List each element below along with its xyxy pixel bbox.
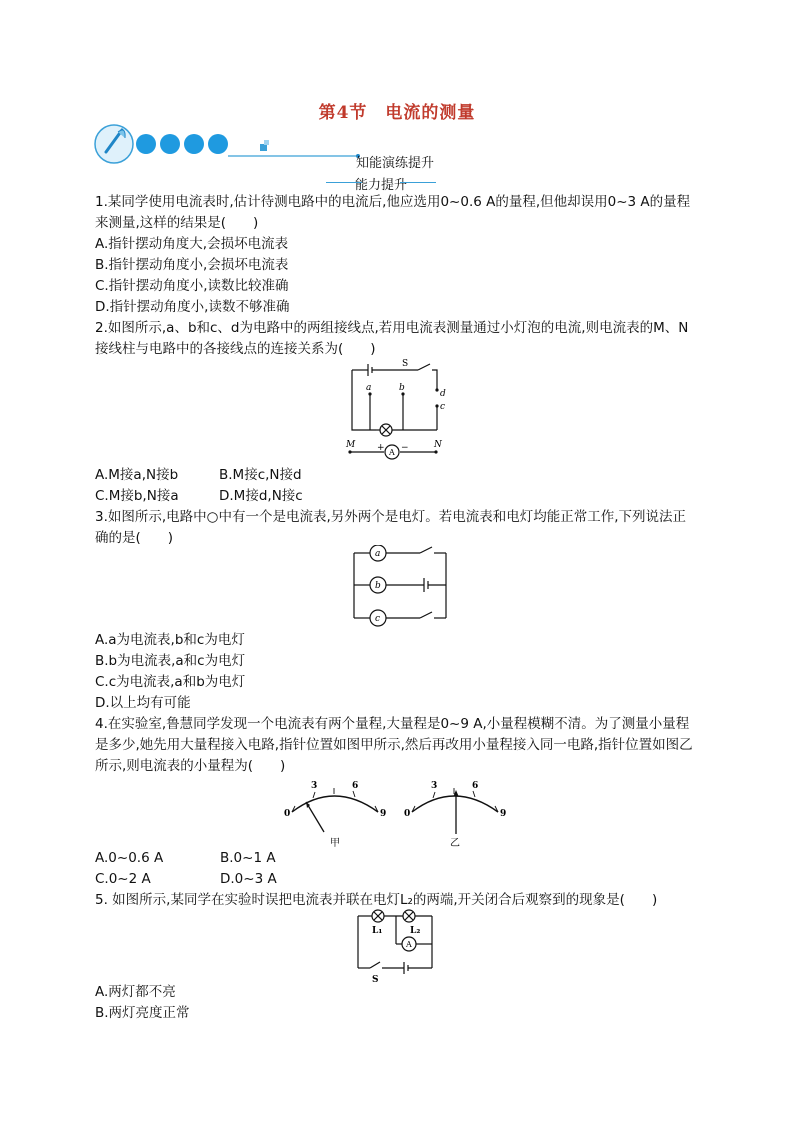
dial-jia-tick-3: 3 — [311, 781, 318, 791]
point-label-c: c — [440, 402, 446, 412]
question-4-ammeter-dial-yi — [400, 776, 512, 848]
ammeter-label: A — [406, 940, 412, 949]
terminal-label-m: M — [346, 440, 356, 450]
question-5-option-b: B.两灯亮度正常 — [95, 1005, 190, 1021]
question-3-option-a: A.a为电流表,b和c为电灯 — [95, 632, 245, 648]
point-label-d: d — [440, 389, 446, 399]
question-2: 2.如图所示,a、b和c、d为电路中的两组接线点,若用电流表测量通过小灯泡的电流,则电流表的M、N接线柱与电路中的各接线点的连接关系为( ) — [95, 320, 689, 357]
ammeter-plus-label: + — [377, 443, 385, 453]
question-2-option-c: C.M接b,N接a — [95, 488, 179, 504]
question-4: 4.在实验室,鲁慧同学发现一个电流表有两个量程,大量程是0~9 A,小量程模糊不清。为了测量小量程是多少,她先用大量程接入电路,指针位置如图甲所示,然后再改用小量程接入同一电路,指针位置如图乙所示,则电流表的小量程为( ) — [95, 716, 693, 774]
dial-jia-tick-0: 0 — [284, 809, 291, 819]
dial-yi-tick-6: 6 — [472, 781, 479, 791]
question-2-option-d: D.M接d,N接c — [219, 488, 303, 504]
question-3: 3.如图所示,电路中○中有一个是电流表,另外两个是电灯。若电流表和电灯均能正常工作,下列说法正确的是( ) — [95, 509, 687, 546]
question-3-option-d: D.以上均有可能 — [95, 695, 191, 711]
section-heading: 知能演练提升 — [356, 156, 435, 171]
page-title: 第4节 电流的测量 — [318, 103, 476, 123]
question-4-option-d: D.0~3 A — [220, 871, 277, 887]
question-5-circuit-diagram — [352, 906, 438, 986]
question-1: 1.某同学使用电流表时,估计待测电路中的电流后,他应选用0~0.6 A的量程,但他却误用0~3 A的量程来测量,这样的结果是( ) — [95, 194, 691, 231]
circle-label-c: c — [375, 614, 381, 624]
circle-label-b: b — [375, 581, 381, 591]
question-4-option-a: A.0~0.6 A — [95, 850, 164, 866]
section-subheading — [334, 174, 428, 193]
switch-label-s: S — [402, 359, 409, 369]
dial-yi-tick-3: 3 — [431, 781, 438, 791]
dial-yi-caption: 乙 — [450, 838, 460, 848]
question-4-option-b: B.0~1 A — [220, 850, 276, 866]
question-2-option-a: A.M接a,N接b — [95, 467, 179, 483]
lamp-label-l1: L₁ — [372, 926, 383, 936]
question-3-option-c: C.c为电流表,a和b为电灯 — [95, 674, 246, 690]
dial-jia-tick-9: 9 — [380, 809, 387, 819]
section-subheading-text: 能力提升 — [354, 178, 407, 193]
point-label-b: b — [399, 383, 405, 393]
question-2-option-b: B.M接c,N接d — [219, 467, 302, 483]
question-3-circuit-diagram — [346, 545, 452, 631]
question-3-option-b: B.b为电流表,a和c为电灯 — [95, 653, 246, 669]
question-1-option-b: B.指针摆动角度小,会损坏电流表 — [95, 257, 289, 273]
ammeter-minus-label: − — [401, 443, 409, 453]
switch-label-s: S — [372, 975, 379, 985]
dial-yi-tick-9: 9 — [500, 809, 507, 819]
terminal-label-n: N — [434, 440, 442, 450]
question-1-option-d: D.指针摆动角度小,读数不够准确 — [95, 299, 290, 315]
dial-jia-caption: 甲 — [330, 838, 340, 848]
point-label-a: a — [366, 383, 372, 393]
dial-yi-tick-0: 0 — [404, 809, 411, 819]
circle-label-a: a — [375, 549, 381, 559]
question-1-option-c: C.指针摆动角度小,读数比较准确 — [95, 278, 289, 294]
question-1-option-a: A.指针摆动角度大,会损坏电流表 — [95, 236, 289, 252]
question-4-option-c: C.0~2 A — [95, 871, 151, 887]
question-5: 5. 如图所示,某同学在实验时误把电流表并联在电灯L₂的两端,开关闭合后观察到的现象是( ) — [95, 892, 658, 908]
ammeter-label: A — [389, 448, 395, 457]
question-4-ammeter-dial-jia — [282, 776, 392, 848]
lamp-label-l2: L₂ — [410, 926, 421, 936]
question-2-circuit-diagram — [340, 358, 460, 462]
question-5-option-a: A.两灯都不亮 — [95, 984, 176, 1000]
dial-jia-tick-6: 6 — [352, 781, 359, 791]
